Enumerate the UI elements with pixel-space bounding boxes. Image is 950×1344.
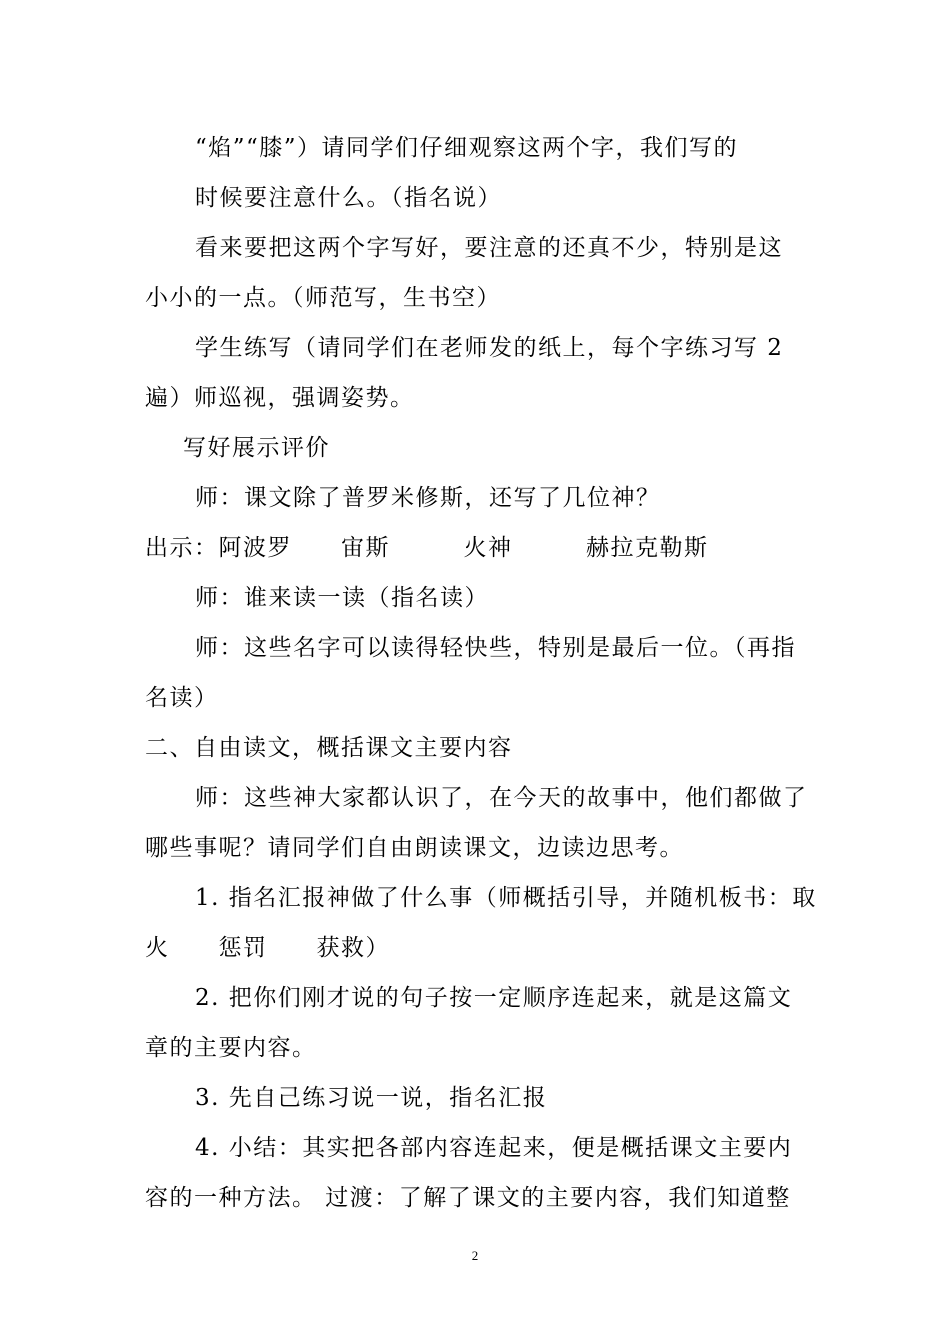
text-line: 小小的一点。（师范写，生书空） xyxy=(145,285,501,311)
text-line: 学生练写（请同学们在老师发的纸上，每个字练习写 2 xyxy=(195,335,784,361)
section-heading: 二、自由读文，概括课文主要内容 xyxy=(145,735,513,761)
text-line: 容的一种方法。 过渡：了解了课文的主要内容，我们知道整 xyxy=(145,1185,791,1211)
text-line: 章的主要内容。 xyxy=(145,1035,317,1061)
text-line: “焰”“膝”）请同学们仔细观察这两个字，我们写的 xyxy=(195,135,739,161)
text-line: 火 惩罚 获救） xyxy=(145,935,390,961)
page-number: 2 xyxy=(471,1248,479,1263)
text-line: 出示：阿波罗 宙斯 火神 赫拉克勒斯 xyxy=(145,535,709,561)
text-line: 师：课文除了普罗米修斯，还写了几位神？ xyxy=(195,485,661,511)
text-line: 看来要把这两个字写好，要注意的还真不少，特别是这 xyxy=(195,235,783,261)
text-line: 遍）师巡视，强调姿势。 xyxy=(145,385,415,411)
text-line: 名读） xyxy=(145,685,219,711)
text-line: 师：谁来读一读（指名读） xyxy=(195,585,489,611)
list-item: 2. 把你们刚才说的句子按一定顺序连起来，就是这篇文 xyxy=(195,985,793,1011)
text-line: 师：这些名字可以读得轻快些，特别是最后一位。（再指 xyxy=(195,635,796,661)
text-line: 哪些事呢？请同学们自由朗读课文，边读边思考。 xyxy=(145,835,684,861)
list-item: 3. 先自己练习说一说，指名汇报 xyxy=(195,1085,548,1111)
text-line: 时候要注意什么。（指名说） xyxy=(195,185,502,211)
list-item: 1. 指名汇报神做了什么事（师概括引导，并随机板书：取 xyxy=(195,885,817,911)
text-line: 师：这些神大家都认识了，在今天的故事中，他们都做了 xyxy=(195,785,808,811)
list-item: 4. 小结：其实把各部内容连起来，便是概括课文主要内 xyxy=(195,1135,793,1161)
section-heading: 写好展示评价 xyxy=(183,435,330,461)
